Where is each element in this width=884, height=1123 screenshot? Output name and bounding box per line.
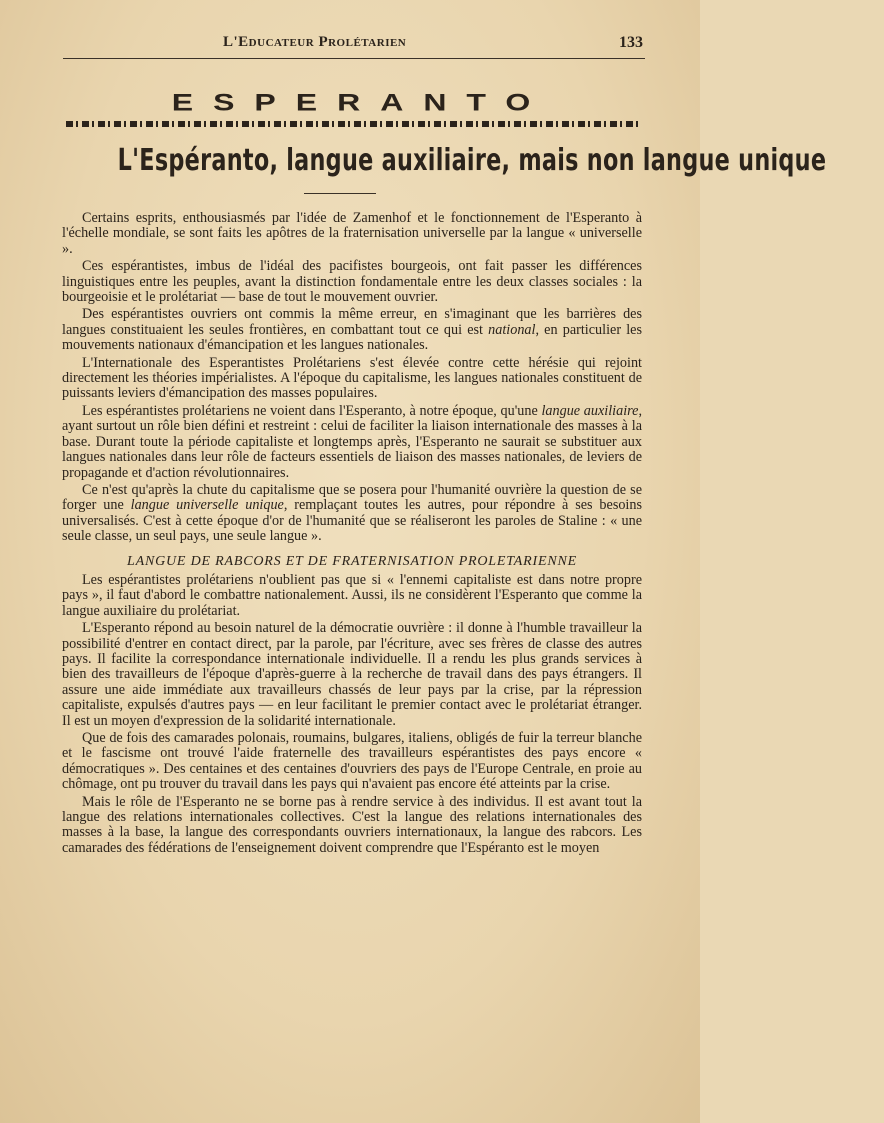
paragraph bbox=[62, 211, 642, 257]
running-header bbox=[63, 34, 645, 59]
section-subheading: LANGUE DE RABCORS ET DE FRATERNISATION PROLETARIENNE bbox=[127, 553, 577, 569]
paragraph bbox=[62, 259, 642, 305]
paragraph-text: L'Internationale des Esperantistes Prolétariens s'est élevée contre cette hérésie qui rejoint directement les théories impérialistes. A l'époque du capitalisme, les langues nationales constituent de puissants leviers d'émancipation des masses populaires. bbox=[62, 354, 642, 402]
paragraph bbox=[62, 483, 642, 545]
article-body bbox=[62, 211, 642, 858]
paragraph: Que de fois des camarades polonais, roumains, bulgares, italiens, obligés de fuir la terreur blanche et le fascisme ont trouvé l'aide fraternelle des travailleurs espérantistes des pays encore « démocratiques ». Des centaines et des centaines d'ouvriers des pays de l'Europe Centrale, en proie au chômage, ont pu trouver du travail dans les pays qui n'avaient pas encore été atteints par la crise. bbox=[62, 730, 642, 793]
paragraph-text: Ce n'est qu'après la chute du capitalisme que se posera pour l'humanité ouvrière la question de se forger une bbox=[62, 481, 642, 514]
paragraph-text: Certains esprits, enthousiasmés par l'idée de Zamenhof et le fonctionnement de l'Esperanto à l'échelle mondiale, se sont faits les apôtres de la fraternisation universelle par la langue « universelle ». bbox=[62, 210, 642, 257]
title-underline bbox=[304, 193, 376, 194]
section-banner-title: ESPERANTO bbox=[171, 88, 551, 116]
journal-title: L'Educateur Prolétarien bbox=[223, 34, 407, 50]
article-title-text: L'Espéranto, langue auxiliaire, mais non langue unique bbox=[117, 143, 827, 179]
paragraph-text: , ayant surtout un rôle bien défini et restreint : celui de faciliter la liaison internationale des masses à la base. Durant toute la période capitaliste et longtemps après, l'Esperanto ne saurait se substituer aux langues nationales dans leur rôle de facteurs essentiels de liaison des masses nationales, de leviers de propagande et d'action révolutionnaires. bbox=[62, 402, 642, 481]
article-title bbox=[60, 143, 827, 179]
paragraph: Mais le rôle de l'Esperanto ne se borne pas à rendre service à des individus. Il est avant tout la langue des relations internationales collectives. C'est la langue des relations internationales des masses à la base, la langue des correspondants ouvriers internationaux, la langue des rabcors. Les camarades des fédérations de l'enseignement doivent comprendre que l'Espéranto est le moyen bbox=[62, 793, 642, 856]
paragraph-text: Les espérantistes prolétariens ne voient dans l'Esperanto, à notre époque, qu'une bbox=[82, 402, 542, 419]
emphasis: national bbox=[488, 321, 536, 338]
paragraph bbox=[62, 356, 642, 402]
paragraph-text: Des espérantistes ouvriers ont commis la même erreur, en s'imaginant que les barrières des langues constituaient les seules frontières, en combattant tout ce qui est bbox=[62, 306, 642, 338]
paragraph bbox=[62, 307, 642, 353]
decorative-rule bbox=[66, 121, 642, 127]
section-banner bbox=[65, 84, 645, 121]
paragraph bbox=[62, 404, 642, 481]
paragraph-text: , remplaçant toutes les autres, pour répondre à ses besoins universalisés. C'est à cette époque d'or de l'humanité que se réaliseront les paroles de Staline : « une seule classe, un seul pays, une seule langue ». bbox=[62, 497, 642, 545]
paragraph: Les espérantistes prolétariens n'oublient pas que si « l'ennemi capitaliste est dans notre propre pays », il faut d'abord le combattre nationalement. Aussi, ils ne considèrent l'Esperanto que comme la langue auxiliaire du prolétariat. bbox=[62, 571, 642, 619]
paragraph: L'Esperanto répond au besoin naturel de la démocratie ouvrière : il donne à l'humble travailleur la possibilité d'entrer en contact direct, par la parole, par l'écriture, avec ses frères de classe des autres pays. Il facilite la correspondance internationale individuelle. Il a rendu les plus grands services à bien des travailleurs de l'époque d'après-guerre à la recherche de travail dans des pays étrangers. Il assure une aide immédiate aux travailleurs chassés de leur pays par la crise, par la répression capitaliste, expulsés d'autres pays — en leur facilitant le premier contact avec le prolétariat étranger. Il est un moyen d'expression de la solidarité internationale. bbox=[62, 620, 642, 729]
paragraph-text: Ces espérantistes, imbus de l'idéal des pacifistes bourgeois, ont fait passer les différences linguistiques entre les peuples, avant la distinction fondamentale entre les deux classes sociales : la bourgeoisie et le prolétariat — base de tout le mouvement ouvrier. bbox=[62, 258, 642, 306]
paragraph-text: , en particulier les mouvements nationaux d'émancipation et les langues nationales. bbox=[62, 321, 642, 354]
page-number: 133 bbox=[619, 34, 643, 51]
emphasis: langue auxiliaire bbox=[541, 402, 639, 419]
emphasis: langue universelle unique bbox=[130, 497, 284, 514]
